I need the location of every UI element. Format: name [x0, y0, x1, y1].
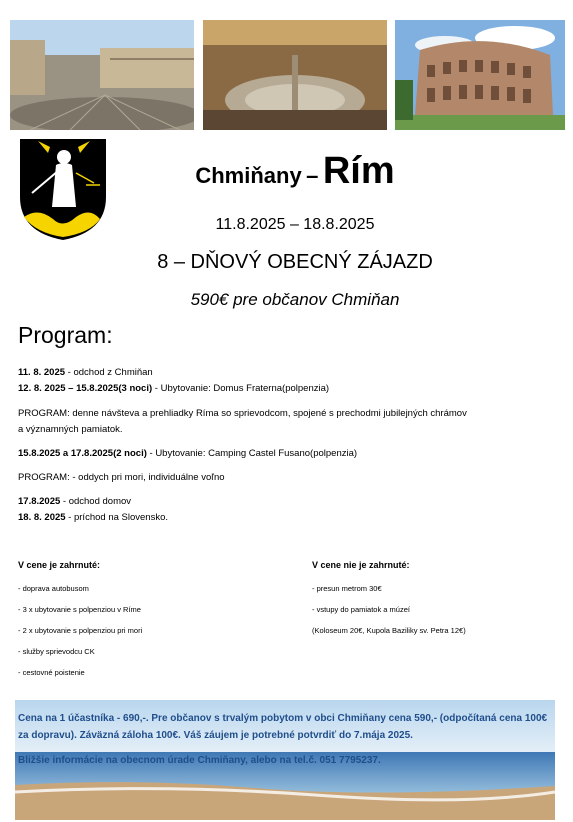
title-destination: Rím: [322, 150, 395, 192]
included-item: - 3 x ubytovanie s polpenziou v Ríme: [18, 605, 141, 614]
included-title: V cene je zahrnuté:: [18, 560, 101, 570]
not-included-item: - presun metrom 30€: [312, 584, 382, 593]
trip-title: [110, 150, 480, 193]
program-line: 12. 8. 2025 – 15.8.2025(3 noci) - Ubytovanie: Domus Fraterna(polpenzia): [18, 383, 330, 394]
not-included-title: V cene nie je zahrnuté:: [312, 560, 410, 570]
not-included-item: (Koloseum 20€, Kupola Baziliky sv. Petra 12€): [312, 626, 466, 635]
program-heading: Program:: [18, 322, 113, 348]
program-line: PROGRAM: denne návšteva a prehliadky Ríma so sprievodcom, spojené s prechodmi jubilejných chrámov: [18, 408, 467, 419]
included-item: - 2 x ubytovanie s polpenziou pri mori: [18, 626, 143, 635]
program-line: PROGRAM: - oddych pri mori, individuálne voľno: [18, 472, 225, 483]
title-origin: Chmiňany: [195, 163, 302, 188]
not-included-item: - vstupy do pamiatok a múzeí: [312, 605, 410, 614]
program-line: 17.8.2025 - odchod domov: [18, 496, 132, 507]
price-conditions-text: Cena na 1 účastníka - 690,-. Pre občanov s trvalým pobytom v obci Chmiňany cena 590,- (odpočítaná cena 100€ za dopravu). Záväzná záloha 100€. Váš záujem je potrebné potvrdiť do 7.mája 2025.: [18, 713, 548, 741]
contact-info-text: Bližšie informácie na obecnom úrade Chmiňany, alebo na tel.č. 051 7795237.: [18, 755, 381, 766]
trip-price: 590€ pre občanov Chmiňan: [190, 290, 400, 309]
included-item: - cestovné poistenie: [18, 668, 85, 677]
trip-dates: 11.8.2025 – 18.8.2025: [215, 216, 375, 233]
title-dash: –: [306, 163, 319, 188]
program-line: 18. 8. 2025 - príchod na Slovensko.: [18, 512, 168, 523]
colosseum-photo: [395, 20, 565, 130]
st-peters-square-photo: [203, 20, 387, 130]
included-item: - služby sprievodcu CK: [18, 647, 95, 656]
chminany-coat-of-arms: [18, 137, 108, 242]
included-item: - doprava autobusom: [18, 584, 89, 593]
beach-footer: [15, 700, 555, 820]
trip-subtitle: 8 – DŇOVÝ OBECNÝ ZÁJAZD: [157, 251, 433, 273]
program-line: 11. 8. 2025 - odchod z Chmiňan: [18, 367, 153, 378]
program-line: 15.8.2025 a 17.8.2025(2 noci) - Ubytovanie: Camping Castel Fusano(polpenzia): [18, 448, 358, 459]
capitoline-square-photo: [10, 20, 194, 130]
program-line: a významných pamiatok.: [18, 424, 123, 435]
